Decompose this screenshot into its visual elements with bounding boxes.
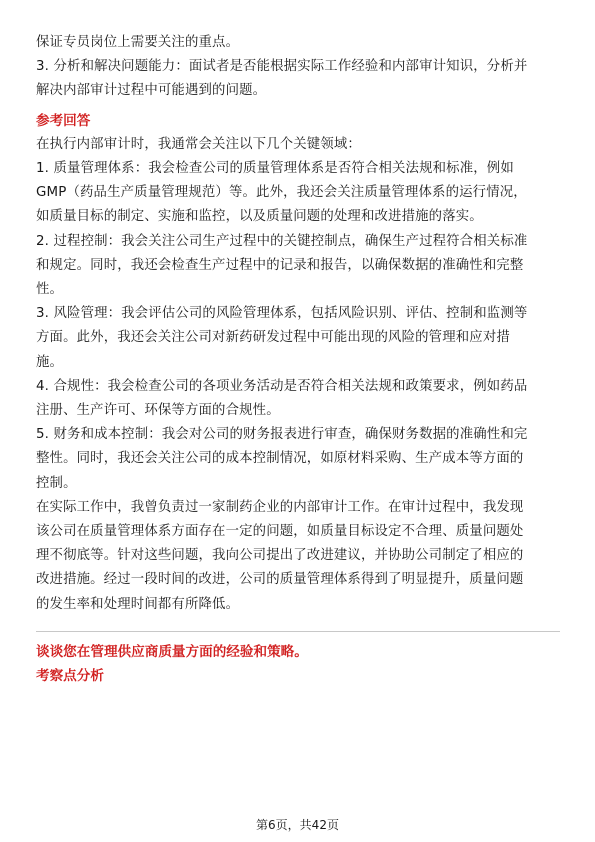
- text-line: 该公司在质量管理体系方面存在一定的问题，如质量目标设定不合理、质量问题处: [36, 524, 524, 540]
- text-line: 的发生率和处理时间都有所降低。: [36, 596, 240, 612]
- text-line: 在实际工作中，我曾负责过一家制药企业的内部审计工作。在审计过程中，我发现: [36, 499, 524, 515]
- section-divider: [36, 631, 560, 632]
- text-line: 3. 风险管理：我会评估公司的风险管理体系，包括风险识别、评估、控制和监测等: [36, 306, 528, 322]
- text-line: 3. 分析和解决问题能力：面试者是否能根据实际工作经验和内部审计知识，分析并: [36, 59, 528, 75]
- text-line: 理不彻底等。针对这些问题，我向公司提出了改进建议，并协助公司制定了相应的: [36, 548, 524, 564]
- intro-section: [36, 31, 562, 104]
- page-number: 第6页，共42页: [256, 818, 339, 832]
- text-line: 方面。此外，我还会关注公司对新药研发过程中可能出现的风险的管理和应对措: [36, 330, 510, 346]
- text-line: 控制。: [36, 475, 77, 491]
- text-line: 保证专员岗位上需要关注的重点。: [36, 35, 240, 50]
- page-content: [36, 31, 562, 688]
- text-line: 注册、生产许可、环保等方面的合规性。: [36, 403, 280, 419]
- answer-body: [36, 133, 562, 617]
- text-line: GMP（药品生产质量管理规范）等。此外，我还会关注质量管理体系的运行情况，: [36, 185, 527, 201]
- text-line: 解决内部审计过程中可能遇到的问题。: [36, 83, 267, 99]
- text-line: 1. 质量管理体系：我会检查公司的质量管理体系是否符合相关法规和标准，例如: [36, 161, 514, 177]
- text-line: 在执行内部审计时，我通常会关注以下几个关键领域：: [36, 136, 361, 152]
- text-line: 改进措施。经过一段时间的改进，公司的质量管理体系得到了明显提升，质量问题: [36, 572, 524, 588]
- text-line: 和规定。同时，我还会检查生产过程中的记录和报告，以确保数据的准确性和完整: [36, 257, 524, 273]
- text-line: 施。: [36, 354, 64, 370]
- text-line: 性。: [36, 282, 64, 298]
- analysis-heading: 考察点分析: [36, 668, 104, 685]
- text-line: 2. 过程控制：我会关注公司生产过程中的关键控制点，确保生产过程符合相关标准: [36, 233, 528, 249]
- text-line: 4. 合规性：我会检查公司的各项业务活动是否符合相关法规和政策要求，例如药品: [36, 378, 528, 394]
- text-line: 如质量目标的制定、实施和监控，以及质量问题的处理和改进措施的落实。: [36, 209, 483, 225]
- text-line: 5. 财务和成本控制：我会对公司的财务报表进行审查，确保财务数据的准确性和完: [36, 427, 528, 443]
- answer-heading: 参考回答: [36, 112, 91, 129]
- next-question-title: 谈谈您在管理供应商质量方面的经验和策略。: [36, 643, 308, 660]
- text-line: 整性。同时，我还会关注公司的成本控制情况，如原材料采购、生产成本等方面的: [36, 451, 524, 467]
